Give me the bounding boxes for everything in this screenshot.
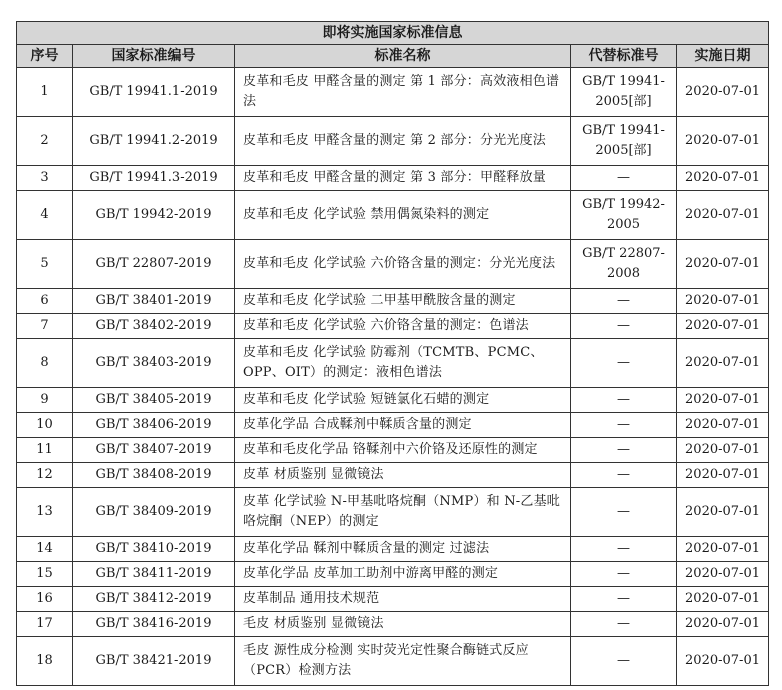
cell-date: 2020-07-01 — [677, 166, 769, 191]
cell-name: 皮革和毛皮 化学试验 二甲基甲酰胺含量的测定 — [235, 289, 571, 314]
cell-no: 15 — [17, 562, 73, 587]
cell-code: GB/T 38403-2019 — [73, 339, 235, 388]
cell-date: 2020-07-01 — [677, 314, 769, 339]
cell-date: 2020-07-01 — [677, 587, 769, 612]
cell-code: GB/T 38406-2019 — [73, 413, 235, 438]
cell-date: 2020-07-01 — [677, 413, 769, 438]
cell-code: GB/T 38408-2019 — [73, 463, 235, 488]
cell-code: GB/T 19941.3-2019 — [73, 166, 235, 191]
header-date: 实施日期 — [677, 45, 769, 68]
cell-date: 2020-07-01 — [677, 191, 769, 240]
cell-replaces: — — [571, 166, 677, 191]
cell-name: 皮革和毛皮 化学试验 六价铬含量的测定：色谱法 — [235, 314, 571, 339]
cell-no: 17 — [17, 612, 73, 637]
cell-date: 2020-07-01 — [677, 240, 769, 289]
table-title: 即将实施国家标准信息 — [17, 22, 769, 45]
table-row — [17, 438, 769, 463]
cell-date: 2020-07-01 — [677, 339, 769, 388]
cell-replaces: — — [571, 537, 677, 562]
cell-no: 7 — [17, 314, 73, 339]
cell-replaces: GB/T 19941-2005[部] — [571, 68, 677, 117]
cell-code: GB/T 38407-2019 — [73, 438, 235, 463]
cell-name: 皮革和毛皮 化学试验 六价铬含量的测定：分光光度法 — [235, 240, 571, 289]
cell-replaces: — — [571, 413, 677, 438]
table-row — [17, 537, 769, 562]
cell-no: 11 — [17, 438, 73, 463]
cell-date: 2020-07-01 — [677, 637, 769, 686]
table-row — [17, 117, 769, 166]
header-name: 标准名称 — [235, 45, 571, 68]
cell-name: 皮革和毛皮 甲醛含量的测定 第 2 部分：分光光度法 — [235, 117, 571, 166]
cell-no: 3 — [17, 166, 73, 191]
cell-replaces: — — [571, 339, 677, 388]
cell-name: 皮革 化学试验 N-甲基吡咯烷酮（NMP）和 N-乙基吡咯烷酮（NEP）的测定 — [235, 488, 571, 537]
cell-replaces: GB/T 19941-2005[部] — [571, 117, 677, 166]
cell-date: 2020-07-01 — [677, 463, 769, 488]
cell-name: 皮革化学品 合成鞣剂中鞣质含量的测定 — [235, 413, 571, 438]
cell-no: 18 — [17, 637, 73, 686]
cell-name: 皮革制品 通用技术规范 — [235, 587, 571, 612]
cell-no: 12 — [17, 463, 73, 488]
cell-replaces: — — [571, 562, 677, 587]
cell-no: 8 — [17, 339, 73, 388]
header-code: 国家标准编号 — [73, 45, 235, 68]
cell-no: 6 — [17, 289, 73, 314]
cell-replaces: — — [571, 388, 677, 413]
cell-code: GB/T 38409-2019 — [73, 488, 235, 537]
cell-code: GB/T 19942-2019 — [73, 191, 235, 240]
cell-code: GB/T 38405-2019 — [73, 388, 235, 413]
cell-code: GB/T 19941.1-2019 — [73, 68, 235, 117]
cell-no: 5 — [17, 240, 73, 289]
standards-table — [16, 21, 769, 686]
cell-date: 2020-07-01 — [677, 68, 769, 117]
cell-no: 16 — [17, 587, 73, 612]
header-no: 序号 — [17, 45, 73, 68]
table-row — [17, 166, 769, 191]
cell-name: 皮革化学品 鞣剂中鞣质含量的测定 过滤法 — [235, 537, 571, 562]
cell-code: GB/T 38401-2019 — [73, 289, 235, 314]
table-row — [17, 562, 769, 587]
cell-name: 皮革和毛皮化学品 铬鞣剂中六价铬及还原性的测定 — [235, 438, 571, 463]
table-row — [17, 637, 769, 686]
cell-replaces: — — [571, 314, 677, 339]
cell-replaces: GB/T 19942-2005 — [571, 191, 677, 240]
table-row — [17, 463, 769, 488]
cell-date: 2020-07-01 — [677, 289, 769, 314]
cell-date: 2020-07-01 — [677, 388, 769, 413]
table-row — [17, 191, 769, 240]
cell-no: 13 — [17, 488, 73, 537]
table-row — [17, 488, 769, 537]
cell-code: GB/T 19941.2-2019 — [73, 117, 235, 166]
header-replaces: 代替标准号 — [571, 45, 677, 68]
table-row — [17, 339, 769, 388]
cell-no: 2 — [17, 117, 73, 166]
cell-name: 毛皮 源性成分检测 实时荧光定性聚合酶链式反应（PCR）检测方法 — [235, 637, 571, 686]
cell-no: 10 — [17, 413, 73, 438]
cell-name: 皮革化学品 皮革加工助剂中游离甲醛的测定 — [235, 562, 571, 587]
table-row — [17, 612, 769, 637]
cell-name: 皮革和毛皮 化学试验 短链氯化石蜡的测定 — [235, 388, 571, 413]
cell-name: 皮革和毛皮 化学试验 禁用偶氮染料的测定 — [235, 191, 571, 240]
cell-code: GB/T 38411-2019 — [73, 562, 235, 587]
cell-date: 2020-07-01 — [677, 612, 769, 637]
cell-no: 4 — [17, 191, 73, 240]
cell-replaces: GB/T 22807-2008 — [571, 240, 677, 289]
cell-replaces: — — [571, 289, 677, 314]
cell-date: 2020-07-01 — [677, 537, 769, 562]
cell-code: GB/T 38402-2019 — [73, 314, 235, 339]
table-row — [17, 587, 769, 612]
table-row — [17, 413, 769, 438]
cell-name: 皮革和毛皮 甲醛含量的测定 第 1 部分：高效液相色谱法 — [235, 68, 571, 117]
cell-code: GB/T 38416-2019 — [73, 612, 235, 637]
cell-code: GB/T 38412-2019 — [73, 587, 235, 612]
cell-date: 2020-07-01 — [677, 562, 769, 587]
cell-name: 皮革和毛皮 化学试验 防霉剂（TCMTB、PCMC、OPP、OIT）的测定：液相色谱法 — [235, 339, 571, 388]
cell-code: GB/T 38421-2019 — [73, 637, 235, 686]
cell-name: 皮革 材质鉴别 显微镜法 — [235, 463, 571, 488]
table-row — [17, 289, 769, 314]
cell-replaces: — — [571, 637, 677, 686]
cell-name: 毛皮 材质鉴别 显微镜法 — [235, 612, 571, 637]
table-row — [17, 68, 769, 117]
cell-no: 1 — [17, 68, 73, 117]
cell-code: GB/T 38410-2019 — [73, 537, 235, 562]
cell-replaces: — — [571, 463, 677, 488]
cell-date: 2020-07-01 — [677, 438, 769, 463]
table-body — [17, 68, 769, 686]
cell-no: 9 — [17, 388, 73, 413]
cell-code: GB/T 22807-2019 — [73, 240, 235, 289]
cell-no: 14 — [17, 537, 73, 562]
cell-date: 2020-07-01 — [677, 117, 769, 166]
table-row — [17, 240, 769, 289]
cell-date: 2020-07-01 — [677, 488, 769, 537]
cell-replaces: — — [571, 488, 677, 537]
cell-replaces: — — [571, 612, 677, 637]
cell-name: 皮革和毛皮 甲醛含量的测定 第 3 部分：甲醛释放量 — [235, 166, 571, 191]
cell-replaces: — — [571, 438, 677, 463]
table-row — [17, 314, 769, 339]
table-row — [17, 388, 769, 413]
cell-replaces: — — [571, 587, 677, 612]
